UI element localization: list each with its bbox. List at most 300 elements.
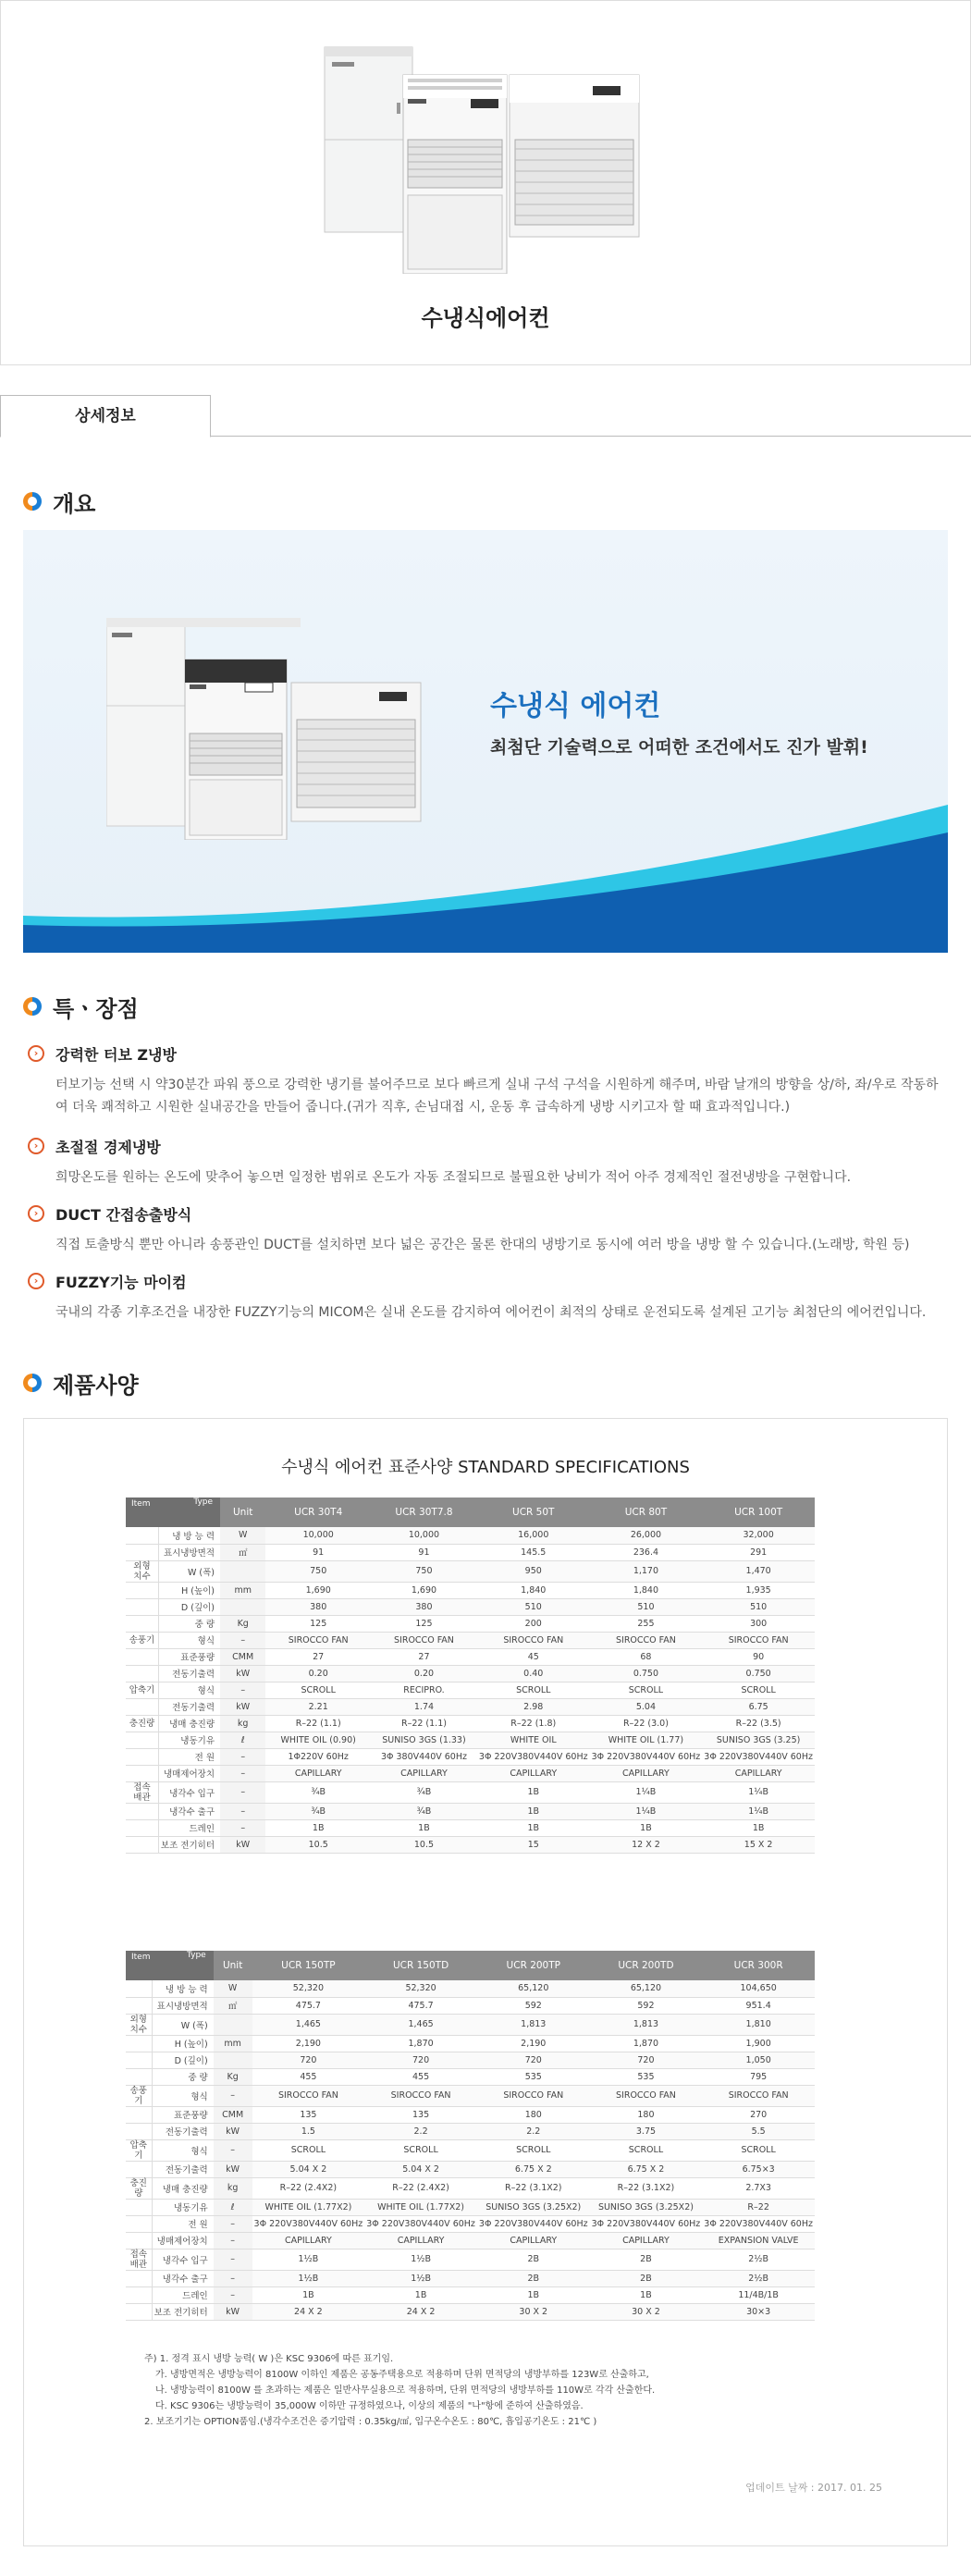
row-value: SIROCCO FAN bbox=[252, 2085, 365, 2106]
row-value: 1½B bbox=[252, 2249, 365, 2270]
section-bullet-icon bbox=[23, 1374, 42, 1392]
row-value: 1½B bbox=[252, 2270, 365, 2286]
spec-row bbox=[126, 2139, 815, 2161]
row-value: 125 bbox=[371, 1615, 477, 1632]
row-unit bbox=[220, 1598, 265, 1615]
row-label: 냉매 충진량 bbox=[152, 2177, 214, 2199]
row-unit: kW bbox=[214, 2161, 252, 2177]
row-value: 2B bbox=[590, 2249, 703, 2270]
row-group bbox=[126, 1544, 158, 1560]
feature-desc: 직접 토출방식 뿐만 아니라 송풍관인 DUCT를 설치하면 보다 넓은 공간은 물론 한대의 냉방기로 동시에 여러 방을 냉방 할 수 있습니다.(노래방, 학원 등) bbox=[55, 1238, 910, 1252]
row-value: 15 X 2 bbox=[702, 1836, 815, 1853]
row-value: R–22 (1.1) bbox=[265, 1715, 371, 1732]
note-line: 주) 1. 정격 표시 냉방 능력( W )은 KSC 9306에 따른 표기임. bbox=[144, 2354, 394, 2364]
spec-row bbox=[126, 2014, 815, 2035]
row-value: CAPILLARY bbox=[477, 2232, 590, 2249]
type-label: Type bbox=[187, 1951, 206, 1960]
row-value: 135 bbox=[252, 2106, 365, 2123]
row-value: 750 bbox=[265, 1560, 371, 1582]
spec-row bbox=[126, 2303, 815, 2320]
row-group bbox=[126, 2068, 152, 2085]
section-bullet-icon bbox=[23, 997, 42, 1016]
row-label: 냉동기유 bbox=[158, 1732, 220, 1748]
row-value: SIROCCO FAN bbox=[590, 1632, 703, 1648]
row-group bbox=[126, 1648, 158, 1665]
row-value: ¾B bbox=[265, 1781, 371, 1803]
feature-desc: 터보기능 선택 시 약30분간 파워 풍으로 강력한 냉기를 불어주므로 보다 빠르게 실내 구석 구석을 시원하게 해주며, 바람 날개의 방향을 상/하, 좌/우로 작동하여 더욱 쾌적하고 시원한 실내공간을 만들어 줍니다.(귀가 직후, 손님대접 시, 운동 후 급속하게 냉방 시키고자 할 때 효과적입니다.) bbox=[55, 1078, 939, 1115]
feature-title: 강력한 터보 Z냉방 bbox=[55, 1045, 177, 1064]
note-line: 2. 보조기기는 OPTION품임.(냉각수조건은 증기압력 : 0.35kg/㎠, 입구온수온도 : 80℃, 흡입공기온도 : 21℃ ) bbox=[144, 2417, 597, 2427]
row-label: 냉동기유 bbox=[152, 2199, 214, 2215]
spec-row bbox=[126, 1836, 815, 1853]
row-value: 26,000 bbox=[590, 1527, 703, 1544]
row-value: 10.5 bbox=[265, 1836, 371, 1853]
spec-row bbox=[126, 2106, 815, 2123]
row-value: 1,690 bbox=[265, 1582, 371, 1598]
row-value: CAPILLARY bbox=[590, 1765, 703, 1781]
row-group bbox=[126, 1527, 158, 1544]
row-unit: CMM bbox=[214, 2106, 252, 2123]
row-value: 5.04 bbox=[590, 1698, 703, 1715]
chevron-right-icon: › bbox=[28, 1045, 44, 1062]
row-label: 냉 방 능 력 bbox=[152, 1980, 214, 1997]
row-value: 1,170 bbox=[590, 1560, 703, 1582]
row-unit: – bbox=[214, 2286, 252, 2303]
row-value: 1B bbox=[477, 2286, 590, 2303]
row-group bbox=[126, 1665, 158, 1682]
row-value: 91 bbox=[265, 1544, 371, 1560]
row-value: 291 bbox=[702, 1544, 815, 1560]
spec-row bbox=[126, 1819, 815, 1836]
row-unit: kg bbox=[220, 1715, 265, 1732]
row-value: 30×3 bbox=[702, 2303, 815, 2320]
spec-table bbox=[126, 1951, 815, 2321]
row-value: 236.4 bbox=[590, 1544, 703, 1560]
row-value: 750 bbox=[371, 1560, 477, 1582]
feature-title: 초절절 경제냉방 bbox=[55, 1138, 161, 1156]
row-value: 2B bbox=[477, 2249, 590, 2270]
row-value: SCROLL bbox=[477, 1682, 590, 1698]
model-header: UCR 80T bbox=[590, 1498, 703, 1527]
row-group bbox=[126, 1732, 158, 1748]
row-label: 표준풍량 bbox=[152, 2106, 214, 2123]
item-label: Item bbox=[131, 1499, 151, 1509]
row-unit: Kg bbox=[214, 2068, 252, 2085]
row-value: 950 bbox=[477, 1560, 590, 1582]
row-value: 510 bbox=[702, 1598, 815, 1615]
row-label: 표시냉방면적 bbox=[152, 1997, 214, 2014]
row-group bbox=[126, 2199, 152, 2215]
row-value: 1,870 bbox=[364, 2035, 477, 2052]
row-value: R–22 bbox=[702, 2199, 815, 2215]
row-value: 510 bbox=[477, 1598, 590, 1615]
spec-row bbox=[126, 1997, 815, 2014]
row-unit: – bbox=[214, 2249, 252, 2270]
row-group bbox=[126, 1598, 158, 1615]
row-label: 보조 전기히터 bbox=[152, 2303, 214, 2320]
row-value: 1,690 bbox=[371, 1582, 477, 1598]
row-unit bbox=[220, 1560, 265, 1582]
item-type-header bbox=[126, 1498, 220, 1527]
row-value: WHITE OIL (0.90) bbox=[265, 1732, 371, 1748]
row-unit: – bbox=[220, 1682, 265, 1698]
row-group: 송풍기 bbox=[126, 2085, 152, 2106]
row-label: 형식 bbox=[152, 2139, 214, 2161]
row-value: 1,465 bbox=[252, 2014, 365, 2035]
spec-row bbox=[126, 2177, 815, 2199]
row-label: 중 량 bbox=[152, 2068, 214, 2085]
chevron-right-icon: › bbox=[28, 1205, 44, 1222]
row-label: H (높이) bbox=[152, 2035, 214, 2052]
row-value: CAPILLARY bbox=[477, 1765, 590, 1781]
row-value: R–22 (1.1) bbox=[371, 1715, 477, 1732]
row-value: 6.75 X 2 bbox=[477, 2161, 590, 2177]
row-value: SIROCCO FAN bbox=[477, 1632, 590, 1648]
row-group bbox=[126, 1819, 158, 1836]
unit-header: Unit bbox=[220, 1498, 265, 1527]
row-group bbox=[126, 1615, 158, 1632]
row-value: 1,813 bbox=[477, 2014, 590, 2035]
row-value: 2½B bbox=[702, 2249, 815, 2270]
row-value: 3Φ 220V380V440V 60Hz bbox=[590, 2215, 703, 2232]
row-value: CAPILLARY bbox=[265, 1765, 371, 1781]
row-value: CAPILLARY bbox=[364, 2232, 477, 2249]
row-unit: kW bbox=[214, 2303, 252, 2320]
row-value: 180 bbox=[590, 2106, 703, 2123]
row-group bbox=[126, 1836, 158, 1853]
row-value: SUNISO 3GS (3.25X2) bbox=[590, 2199, 703, 2215]
row-unit: kW bbox=[220, 1698, 265, 1715]
row-unit: ㎡ bbox=[220, 1544, 265, 1560]
tab-detail-info[interactable]: 상세정보 bbox=[0, 395, 211, 438]
row-value: 1B bbox=[702, 1819, 815, 1836]
row-unit: ㎡ bbox=[214, 1997, 252, 2014]
row-group bbox=[126, 2286, 152, 2303]
row-value: 2.2 bbox=[477, 2123, 590, 2139]
row-unit bbox=[214, 2052, 252, 2068]
row-value: ¾B bbox=[371, 1781, 477, 1803]
note-line: 가. 냉방면적은 냉방능력이 8100W 이하인 제품은 공동주택용으로 적용하며 단위 면적당의 냉방부하를 123W로 산출하고, bbox=[155, 2370, 649, 2380]
row-group bbox=[126, 1765, 158, 1781]
row-value: 1,470 bbox=[702, 1560, 815, 1582]
row-group bbox=[126, 2052, 152, 2068]
row-value: 180 bbox=[477, 2106, 590, 2123]
row-unit: W bbox=[214, 1980, 252, 1997]
row-unit: – bbox=[220, 1781, 265, 1803]
row-value: 0.40 bbox=[477, 1665, 590, 1682]
row-value: 104,650 bbox=[702, 1980, 815, 1997]
row-value: 90 bbox=[702, 1648, 815, 1665]
spec-row bbox=[126, 2068, 815, 2085]
row-value: 5.5 bbox=[702, 2123, 815, 2139]
row-value: CAPILLARY bbox=[252, 2232, 365, 2249]
row-value: 145.5 bbox=[477, 1544, 590, 1560]
row-value: 2.21 bbox=[265, 1698, 371, 1715]
row-value: 3Φ 220V380V440V 60Hz bbox=[702, 1748, 815, 1765]
row-group bbox=[126, 2215, 152, 2232]
row-group: 압축기 bbox=[126, 1682, 158, 1698]
spec-row bbox=[126, 1527, 815, 1544]
spec-row bbox=[126, 1665, 815, 1682]
spec-row bbox=[126, 1582, 815, 1598]
row-group bbox=[126, 2123, 152, 2139]
row-value: 52,320 bbox=[364, 1980, 477, 1997]
row-value: 475.7 bbox=[252, 1997, 365, 2014]
row-value: 1B bbox=[371, 1819, 477, 1836]
row-value: 1,813 bbox=[590, 2014, 703, 2035]
model-header: UCR 150TD bbox=[364, 1951, 477, 1980]
section-overview bbox=[23, 487, 95, 515]
row-value: 30 X 2 bbox=[477, 2303, 590, 2320]
spec-row bbox=[126, 1980, 815, 1997]
row-label: D (깊이) bbox=[152, 2052, 214, 2068]
row-value: 1,840 bbox=[477, 1582, 590, 1598]
banner-title: 수냉식 에어컨 bbox=[490, 690, 661, 722]
detail-tab-bar bbox=[0, 395, 971, 437]
row-group bbox=[126, 1980, 152, 1997]
unit-header: Unit bbox=[214, 1951, 252, 1980]
row-unit: kg bbox=[214, 2177, 252, 2199]
row-value: CAPILLARY bbox=[702, 1765, 815, 1781]
spec-header-row bbox=[126, 1498, 815, 1527]
row-value: 2.98 bbox=[477, 1698, 590, 1715]
item-label: Item bbox=[131, 1953, 151, 1962]
row-value: 10,000 bbox=[371, 1527, 477, 1544]
spec-header-row bbox=[126, 1951, 815, 1980]
spec-row bbox=[126, 1632, 815, 1648]
row-value: R–22 (3.1X2) bbox=[477, 2177, 590, 2199]
row-value: ¾B bbox=[265, 1803, 371, 1819]
row-value: 3Φ 220V380V440V 60Hz bbox=[364, 2215, 477, 2232]
row-value: SCROLL bbox=[702, 1682, 815, 1698]
row-value: SCROLL bbox=[477, 2139, 590, 2161]
row-value: 1¼B bbox=[702, 1803, 815, 1819]
row-value: 24 X 2 bbox=[252, 2303, 365, 2320]
row-value: SIROCCO FAN bbox=[702, 2085, 815, 2106]
row-value: 475.7 bbox=[364, 1997, 477, 2014]
row-value: 455 bbox=[364, 2068, 477, 2085]
section-title: 개요 bbox=[53, 490, 96, 517]
row-label: W (폭) bbox=[158, 1560, 220, 1582]
row-value: 200 bbox=[477, 1615, 590, 1632]
row-value: 3Φ 220V380V440V 60Hz bbox=[477, 1748, 590, 1765]
row-group bbox=[126, 2106, 152, 2123]
row-label: 형식 bbox=[152, 2085, 214, 2106]
row-unit: – bbox=[220, 1803, 265, 1819]
row-label: 전 원 bbox=[158, 1748, 220, 1765]
row-label: 형식 bbox=[158, 1632, 220, 1648]
row-value: 1,465 bbox=[364, 2014, 477, 2035]
spec-row bbox=[126, 2249, 815, 2270]
row-unit: kW bbox=[220, 1665, 265, 1682]
row-unit: mm bbox=[214, 2035, 252, 2052]
row-value: 1,050 bbox=[702, 2052, 815, 2068]
row-value: 1,870 bbox=[590, 2035, 703, 2052]
row-value: 32,000 bbox=[702, 1527, 815, 1544]
banner-wave bbox=[23, 786, 948, 953]
row-value: SCROLL bbox=[702, 2139, 815, 2161]
row-value: 720 bbox=[252, 2052, 365, 2068]
chevron-right-icon: › bbox=[28, 1138, 44, 1154]
row-value: 1,810 bbox=[702, 2014, 815, 2035]
chevron-right-icon: › bbox=[28, 1273, 44, 1289]
product-image bbox=[315, 38, 648, 274]
row-value: R–22 (3.1X2) bbox=[590, 2177, 703, 2199]
spec-row bbox=[126, 2161, 815, 2177]
row-unit: – bbox=[220, 1632, 265, 1648]
row-unit: Kg bbox=[220, 1615, 265, 1632]
spec-row bbox=[126, 1732, 815, 1748]
spec-row bbox=[126, 1615, 815, 1632]
row-value: 0.20 bbox=[371, 1665, 477, 1682]
row-label: 냉각수 입구 bbox=[158, 1781, 220, 1803]
row-value: RECIPRO. bbox=[371, 1682, 477, 1698]
row-label: 표준풍량 bbox=[158, 1648, 220, 1665]
row-value: 951.4 bbox=[702, 1997, 815, 2014]
row-label: 냉 방 능 력 bbox=[158, 1527, 220, 1544]
row-value: 2.7X3 bbox=[702, 2177, 815, 2199]
row-label: 냉매제어장치 bbox=[158, 1765, 220, 1781]
product-summary bbox=[0, 0, 971, 365]
row-label: 냉각수 출구 bbox=[152, 2270, 214, 2286]
row-value: 3Φ 220V380V440V 60Hz bbox=[252, 2215, 365, 2232]
row-value: 45 bbox=[477, 1648, 590, 1665]
row-label: 냉매제어장치 bbox=[152, 2232, 214, 2249]
feature-title: FUZZY기능 마이컴 bbox=[55, 1273, 187, 1291]
product-name: 수냉식에어컨 bbox=[421, 305, 550, 331]
model-header: UCR 300R bbox=[702, 1951, 815, 1980]
row-value: 1,935 bbox=[702, 1582, 815, 1598]
row-unit: – bbox=[214, 2270, 252, 2286]
model-header: UCR 100T bbox=[702, 1498, 815, 1527]
row-value: R–22 (2.4X2) bbox=[364, 2177, 477, 2199]
row-value: 300 bbox=[702, 1615, 815, 1632]
row-value: WHITE OIL (1.77X2) bbox=[252, 2199, 365, 2215]
row-value: 1½B bbox=[364, 2249, 477, 2270]
row-value: SCROLL bbox=[590, 1682, 703, 1698]
row-value: 30 X 2 bbox=[590, 2303, 703, 2320]
model-header: UCR 200TP bbox=[477, 1951, 590, 1980]
row-value: 3.75 bbox=[590, 2123, 703, 2139]
row-unit: kW bbox=[214, 2123, 252, 2139]
row-value: 1,840 bbox=[590, 1582, 703, 1598]
feature-item bbox=[28, 1042, 943, 1118]
row-unit: kW bbox=[220, 1836, 265, 1853]
row-value: 795 bbox=[702, 2068, 815, 2085]
row-value: SUNISO 3GS (3.25) bbox=[702, 1732, 815, 1748]
row-value: 1B bbox=[265, 1819, 371, 1836]
row-value: 1¼B bbox=[590, 1803, 703, 1819]
row-value: 3Φ 220V380V440V 60Hz bbox=[477, 2215, 590, 2232]
row-value: 27 bbox=[265, 1648, 371, 1665]
spec-row bbox=[126, 1560, 815, 1582]
row-label: 전동기출력 bbox=[152, 2161, 214, 2177]
row-group bbox=[126, 2161, 152, 2177]
banner-subtitle: 최첨단 기술력으로 어떠한 조건에서도 진가 발휘! bbox=[490, 737, 868, 758]
row-value: 2.2 bbox=[364, 2123, 477, 2139]
row-value: 1½B bbox=[364, 2270, 477, 2286]
row-value: CAPILLARY bbox=[590, 2232, 703, 2249]
feature-desc: 국내의 각종 기후조건을 내장한 FUZZY기능의 MICOM은 실내 온도를 감지하여 에어컨이 최적의 상태로 운전되도록 설계된 고기능 최첨단의 에어컨입니다. bbox=[55, 1305, 927, 1320]
row-value: 5.04 X 2 bbox=[252, 2161, 365, 2177]
row-value: SIROCCO FAN bbox=[265, 1632, 371, 1648]
row-group: 충진량 bbox=[126, 2177, 152, 2199]
row-unit bbox=[214, 2014, 252, 2035]
row-unit: W bbox=[220, 1527, 265, 1544]
spec-row bbox=[126, 1781, 815, 1803]
row-label: D (깊이) bbox=[158, 1598, 220, 1615]
row-label: W (폭) bbox=[152, 2014, 214, 2035]
row-value: 270 bbox=[702, 2106, 815, 2123]
row-value: 6.75×3 bbox=[702, 2161, 815, 2177]
row-unit: CMM bbox=[220, 1648, 265, 1665]
row-unit: – bbox=[214, 2232, 252, 2249]
overview-banner bbox=[23, 530, 948, 953]
row-value: 720 bbox=[364, 2052, 477, 2068]
row-label: 냉각수 입구 bbox=[152, 2249, 214, 2270]
row-unit: ℓ bbox=[220, 1732, 265, 1748]
row-value: 3Φ 220V380V440V 60Hz bbox=[702, 2215, 815, 2232]
row-value: WHITE OIL (1.77X2) bbox=[364, 2199, 477, 2215]
row-unit: – bbox=[220, 1765, 265, 1781]
row-value: 1¼B bbox=[702, 1781, 815, 1803]
row-value: WHITE OIL (1.77) bbox=[590, 1732, 703, 1748]
spec-row bbox=[126, 1598, 815, 1615]
row-label: 전 원 bbox=[152, 2215, 214, 2232]
row-value: SUNISO 3GS (1.33) bbox=[371, 1732, 477, 1748]
row-group bbox=[126, 2232, 152, 2249]
spec-table bbox=[126, 1498, 815, 1854]
row-value: 720 bbox=[590, 2052, 703, 2068]
row-value: 6.75 X 2 bbox=[590, 2161, 703, 2177]
feature-desc: 희망온도를 원하는 온도에 맞추어 놓으면 일정한 범위로 온도가 자동 조절되므로 불필요한 낭비가 적어 아주 경제적인 절전냉방을 구현합니다. bbox=[55, 1170, 852, 1185]
row-value: 0.750 bbox=[702, 1665, 815, 1682]
row-group: 송풍기 bbox=[126, 1632, 158, 1648]
row-unit: ℓ bbox=[214, 2199, 252, 2215]
row-value: 68 bbox=[590, 1648, 703, 1665]
row-value: 125 bbox=[265, 1615, 371, 1632]
row-value: 3Φ 380V440V 60Hz bbox=[371, 1748, 477, 1765]
note-line: 다. KSC 9306는 냉방능력이 35,000W 이하만 규정하였으나, 이상의 제품의 "나"항에 준하여 산출하였음. bbox=[155, 2401, 584, 2411]
feature-item bbox=[28, 1135, 943, 1189]
row-unit: – bbox=[214, 2215, 252, 2232]
row-value: 3Φ 220V380V440V 60Hz bbox=[590, 1748, 703, 1765]
row-value: 52,320 bbox=[252, 1980, 365, 1997]
row-group: 충진량 bbox=[126, 1715, 158, 1732]
row-value: R–22 (3.5) bbox=[702, 1715, 815, 1732]
row-value: 11/4B/1B bbox=[702, 2286, 815, 2303]
row-value: SIROCCO FAN bbox=[477, 2085, 590, 2106]
feature-title: DUCT 간접송출방식 bbox=[55, 1205, 192, 1224]
update-date: 업데이트 날짜 : 2017. 01. 25 bbox=[745, 2482, 882, 2494]
spec-row bbox=[126, 1682, 815, 1698]
row-label: 형식 bbox=[158, 1682, 220, 1698]
row-value: R–22 (3.0) bbox=[590, 1715, 703, 1732]
row-value: 535 bbox=[590, 2068, 703, 2085]
row-label: 냉매 충진량 bbox=[158, 1715, 220, 1732]
row-group bbox=[126, 1698, 158, 1715]
row-value: 380 bbox=[265, 1598, 371, 1615]
row-value: 10.5 bbox=[371, 1836, 477, 1853]
row-value: 12 X 2 bbox=[590, 1836, 703, 1853]
row-value: 592 bbox=[477, 1997, 590, 2014]
spec-row bbox=[126, 1803, 815, 1819]
row-value: 24 X 2 bbox=[364, 2303, 477, 2320]
row-group: 외형 치수 bbox=[126, 1560, 158, 1582]
row-group bbox=[126, 1803, 158, 1819]
row-value: 0.20 bbox=[265, 1665, 371, 1682]
feature-item bbox=[28, 1270, 943, 1324]
